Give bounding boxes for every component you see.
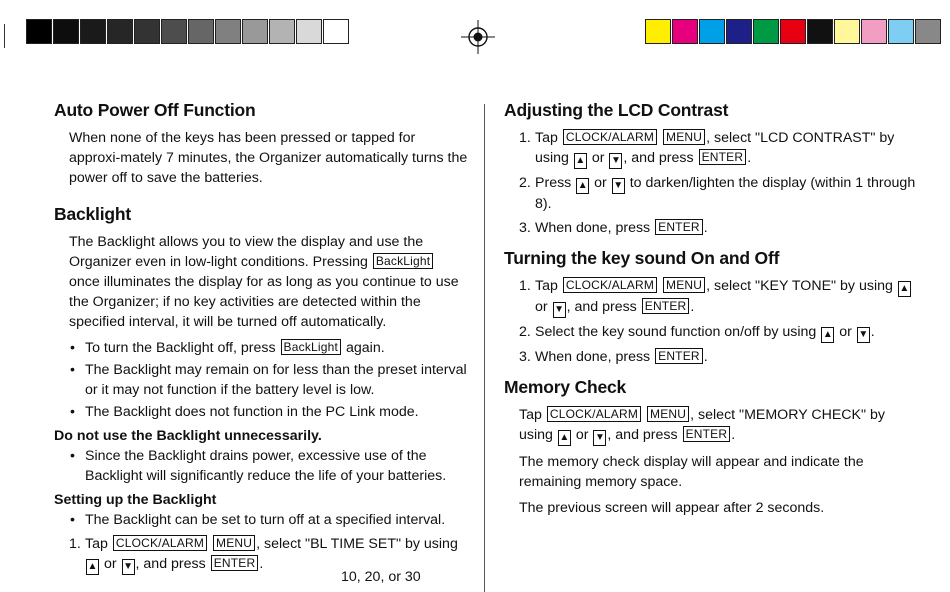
step-text: , select "BL TIME SET" by using: [256, 536, 458, 552]
registration-crosshair-icon: [461, 20, 495, 54]
grey-swatch: [242, 19, 268, 44]
step-text: or: [591, 150, 605, 166]
grey-swatch: [26, 19, 52, 44]
menu-key: MENU: [213, 535, 255, 551]
bullet-text: To turn the Backlight off, press: [85, 340, 276, 356]
grey-swatch: [296, 19, 322, 44]
color-swatch: [645, 19, 671, 44]
step-text: , and press: [623, 150, 694, 166]
memory-text: , select "MEMORY CHECK" by using: [519, 407, 885, 443]
step-text: , and press: [566, 299, 637, 315]
up-arrow-key-icon: ▲: [86, 559, 99, 575]
step-text: or: [535, 299, 548, 315]
menu-key: MENU: [663, 129, 705, 145]
section-heading-key-sound: Turning the key sound On and Off: [504, 248, 780, 268]
enter-key: ENTER: [655, 348, 703, 364]
step-item: [519, 218, 920, 238]
step-text: , and press: [135, 556, 206, 572]
step-number: 2.: [519, 324, 531, 340]
step-text: , select "KEY TONE" by using: [706, 278, 893, 294]
grey-swatch: [53, 19, 79, 44]
lcd-steps: [519, 128, 920, 238]
list-item: • Since the Backlight drains power, excessive use of the Backlight will significantly reduce the life of your batteries.: [69, 446, 468, 486]
backlight-intro-text-b: once illuminates the display for as long as you continue to use the Organizer; if no key activities are detected within the specified interval, it will be turned off automatically.: [69, 274, 459, 330]
up-arrow-key-icon: ▲: [821, 327, 834, 343]
backlight-intro: [69, 232, 468, 332]
backlight-intro-text-a: The Backlight allows you to view the display and use the Organizer even in low-light conditions. Pressing: [69, 234, 424, 270]
list-item: [69, 338, 468, 358]
step-text: Select the key sound function on/off by using: [535, 324, 817, 340]
step-text: or: [594, 175, 607, 191]
section-heading-auto-power: Auto Power Off Function: [54, 100, 256, 120]
step-text: When done, press: [535, 220, 651, 236]
down-arrow-key-icon: ▼: [612, 178, 625, 194]
enter-key: ENTER: [211, 555, 259, 571]
color-swatch: [861, 19, 887, 44]
up-arrow-key-icon: ▲: [576, 178, 589, 194]
backlight-bullets: [69, 338, 468, 422]
step-text: Press: [535, 175, 572, 191]
column-divider: [484, 104, 485, 592]
step-number: 1.: [519, 278, 531, 294]
color-swatch: [672, 19, 698, 44]
step-item: [519, 347, 920, 367]
color-swatch: [834, 19, 860, 44]
up-arrow-key-icon: ▲: [898, 281, 911, 297]
right-column: [504, 98, 920, 518]
bullet-text: again.: [346, 340, 385, 356]
setup-bullets: [69, 510, 468, 530]
menu-key: MENU: [663, 277, 705, 293]
up-arrow-key-icon: ▲: [574, 153, 587, 169]
grey-swatch: [269, 19, 295, 44]
warning-heading: Do not use the Backlight unnecessarily.: [54, 428, 322, 444]
step-text: or: [839, 324, 852, 340]
crop-mark: [4, 24, 5, 48]
interval-options-note: 10, 20, or 30: [341, 569, 421, 585]
step-number: 1.: [519, 130, 531, 146]
color-swatch: [726, 19, 752, 44]
enter-key: ENTER: [699, 149, 747, 165]
memory-text: , and press: [607, 427, 678, 443]
step-number: 1.: [69, 536, 81, 552]
memory-display-note: The memory check display will appear and indicate the remaining memory space.: [519, 454, 864, 490]
warning-bullets: [69, 446, 468, 486]
greyscale-calibration-bar: [26, 19, 350, 44]
memory-text: .: [731, 427, 736, 443]
setup-heading: Setting up the Backlight: [54, 492, 217, 508]
step-text: to darken/lighten the display (within 1 through 8).: [535, 175, 916, 212]
section-heading-memory-check: Memory Check: [504, 377, 627, 397]
step-text: .: [703, 220, 708, 236]
step-text: Tap: [535, 278, 558, 294]
section-heading-lcd-contrast: Adjusting the LCD Contrast: [504, 100, 729, 120]
grey-swatch: [215, 19, 241, 44]
list-item: • The Backlight does not function in the PC Link mode.: [69, 402, 468, 422]
step-item: [519, 322, 920, 343]
memory-text: Tap: [519, 407, 542, 423]
list-item: • The Backlight can be set to turn off at a specified interval.: [69, 510, 468, 530]
grey-swatch: [323, 19, 349, 44]
auto-power-body: When none of the keys has been pressed or tapped for approxi-mately 7 minutes, the Organizer automatically turns the power off to save the batteries.: [69, 130, 468, 186]
color-swatch: [780, 19, 806, 44]
grey-swatch: [134, 19, 160, 44]
grey-swatch: [161, 19, 187, 44]
step-number: 3.: [519, 220, 531, 236]
clock-alarm-key: CLOCK/ALARM: [563, 129, 657, 145]
color-calibration-bar: [645, 19, 942, 44]
enter-key: ENTER: [683, 426, 731, 442]
list-item: • The Backlight may remain on for less than the preset interval or it may not function if the battery level is low.: [69, 360, 468, 400]
step-text: When done, press: [535, 349, 651, 365]
color-swatch: [807, 19, 833, 44]
color-swatch: [915, 19, 941, 44]
step-item: [519, 173, 920, 214]
step-item: [519, 128, 920, 169]
step-text: Tap: [85, 536, 108, 552]
color-swatch: [753, 19, 779, 44]
step-item: [519, 276, 920, 318]
step-number: 3.: [519, 349, 531, 365]
down-arrow-key-icon: ▼: [553, 302, 566, 318]
clock-alarm-key: CLOCK/ALARM: [547, 406, 641, 422]
step-text: Tap: [535, 130, 558, 146]
left-column: [54, 98, 468, 579]
step-text: .: [259, 556, 264, 572]
color-swatch: [699, 19, 725, 44]
enter-key: ENTER: [642, 298, 690, 314]
keysound-steps: [519, 276, 920, 367]
clock-alarm-key: CLOCK/ALARM: [113, 535, 207, 551]
backlight-key: BackLight: [373, 253, 434, 269]
clock-alarm-key: CLOCK/ALARM: [563, 277, 657, 293]
down-arrow-key-icon: ▼: [122, 559, 135, 575]
grey-swatch: [80, 19, 106, 44]
step-text: .: [703, 349, 708, 365]
memory-instructions: [519, 405, 920, 446]
down-arrow-key-icon: ▼: [609, 153, 622, 169]
down-arrow-key-icon: ▼: [593, 430, 606, 446]
section-heading-backlight: Backlight: [54, 204, 131, 224]
step-text: .: [747, 150, 752, 166]
step-text: .: [870, 324, 875, 340]
down-arrow-key-icon: ▼: [857, 327, 870, 343]
step-number: 2.: [519, 175, 531, 191]
grey-swatch: [107, 19, 133, 44]
step-text: or: [103, 556, 117, 572]
color-swatch: [888, 19, 914, 44]
up-arrow-key-icon: ▲: [558, 430, 571, 446]
memory-return-note: The previous screen will appear after 2 seconds.: [519, 500, 825, 516]
step-text: , select "LCD CONTRAST" by using: [535, 130, 895, 166]
enter-key: ENTER: [655, 219, 703, 235]
grey-swatch: [188, 19, 214, 44]
step-text: .: [690, 299, 695, 315]
memory-text: or: [575, 427, 589, 443]
backlight-key: BackLight: [281, 339, 342, 355]
menu-key: MENU: [647, 406, 689, 422]
